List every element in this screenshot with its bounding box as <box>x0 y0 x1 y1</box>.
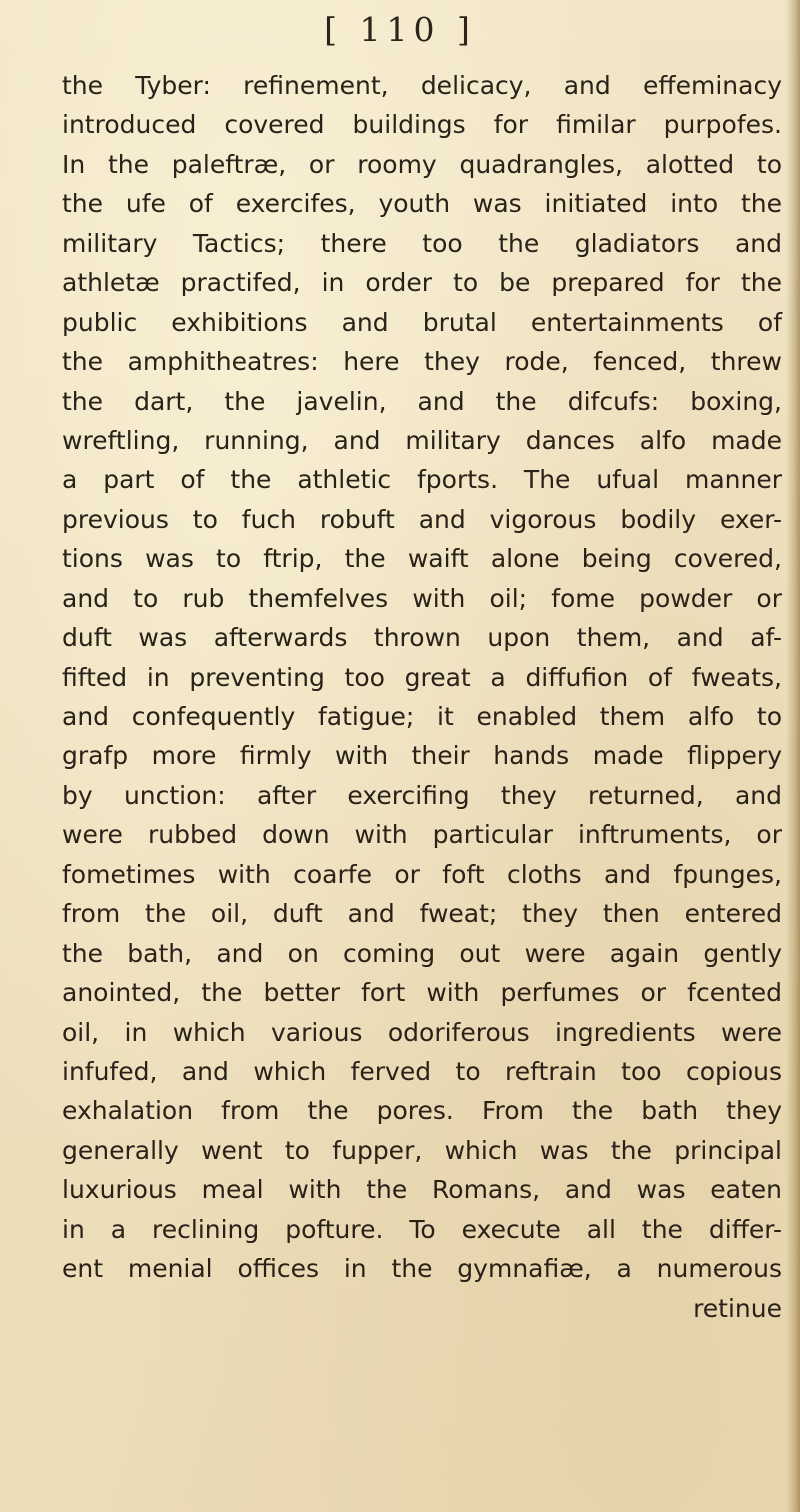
text-line: fifted in preventing too great a diffufion of fweats, <box>62 662 782 692</box>
text-line: and confequently fatigue; it enabled them alfo to <box>62 702 782 731</box>
text-line: in a reclining pofture. To execute all the differ- <box>62 1214 782 1244</box>
text-line: wreftling, running, and military dances alfo made <box>62 425 782 455</box>
text-line: luxurious meal with the Romans, and was eaten <box>62 1175 782 1205</box>
text-line: by unction: after exercifing they returned, and <box>62 780 782 810</box>
text-line: duft was afterwards thrown upon them, and af- <box>62 623 782 653</box>
body-text <box>62 66 782 1328</box>
text-line: exhalation from the pores. From the bath they <box>62 1096 782 1126</box>
text-line: previous to fuch robuft and vigorous bodily exer- <box>62 504 782 534</box>
text-line: athletæ practifed, in order to be prepared for the <box>62 268 782 298</box>
text-line: the dart, the javelin, and the difcufs: boxing, <box>62 386 782 416</box>
text-line: introduced covered buildings for fimilar purpofes. <box>62 110 782 140</box>
text-line: tions was to ftrip, the waift alone being covered, <box>62 544 782 574</box>
text-line: a part of the athletic fports. The ufual manner <box>62 465 782 495</box>
page-edge <box>786 0 800 1512</box>
text-line: generally went to fupper, which was the principal <box>62 1135 782 1165</box>
text-line: ent menial offices in the gymnafiæ, a numerous <box>62 1254 782 1284</box>
text-line: oil, in which various odoriferous ingredients were <box>62 1017 782 1047</box>
text-line: the ufe of exercifes, youth was initiated into the <box>62 189 782 219</box>
text-line: In the paleftræ, or roomy quadrangles, alotted to <box>62 149 782 179</box>
text-line: infufed, and which ferved to reftrain too copious <box>62 1056 782 1086</box>
text-line: fometimes with coarfe or foft cloths and fpunges, <box>62 859 782 889</box>
text-line: grafp more firmly with their hands made flippery <box>62 741 782 771</box>
page-number-header: [ 110 ] <box>324 10 476 49</box>
catchword: retinue <box>693 1293 782 1323</box>
text-line: anointed, the better fort with perfumes or fcented <box>62 978 782 1008</box>
text-line: were rubbed down with particular inftruments, or <box>62 820 782 850</box>
text-line: and to rub themfelves with oil; fome powder or <box>62 583 782 613</box>
text-line: public exhibitions and brutal entertainments of <box>62 307 782 337</box>
text-line: the Tyber: refinement, delicacy, and effeminacy <box>62 71 782 100</box>
text-line: the amphitheatres: here they rode, fenced, threw <box>62 347 782 377</box>
text-line: the bath, and on coming out were again gently <box>62 938 782 968</box>
text-line: military Tactics; there too the gladiators and <box>62 228 782 258</box>
text-line: from the oil, duft and fweat; they then entered <box>62 899 782 929</box>
